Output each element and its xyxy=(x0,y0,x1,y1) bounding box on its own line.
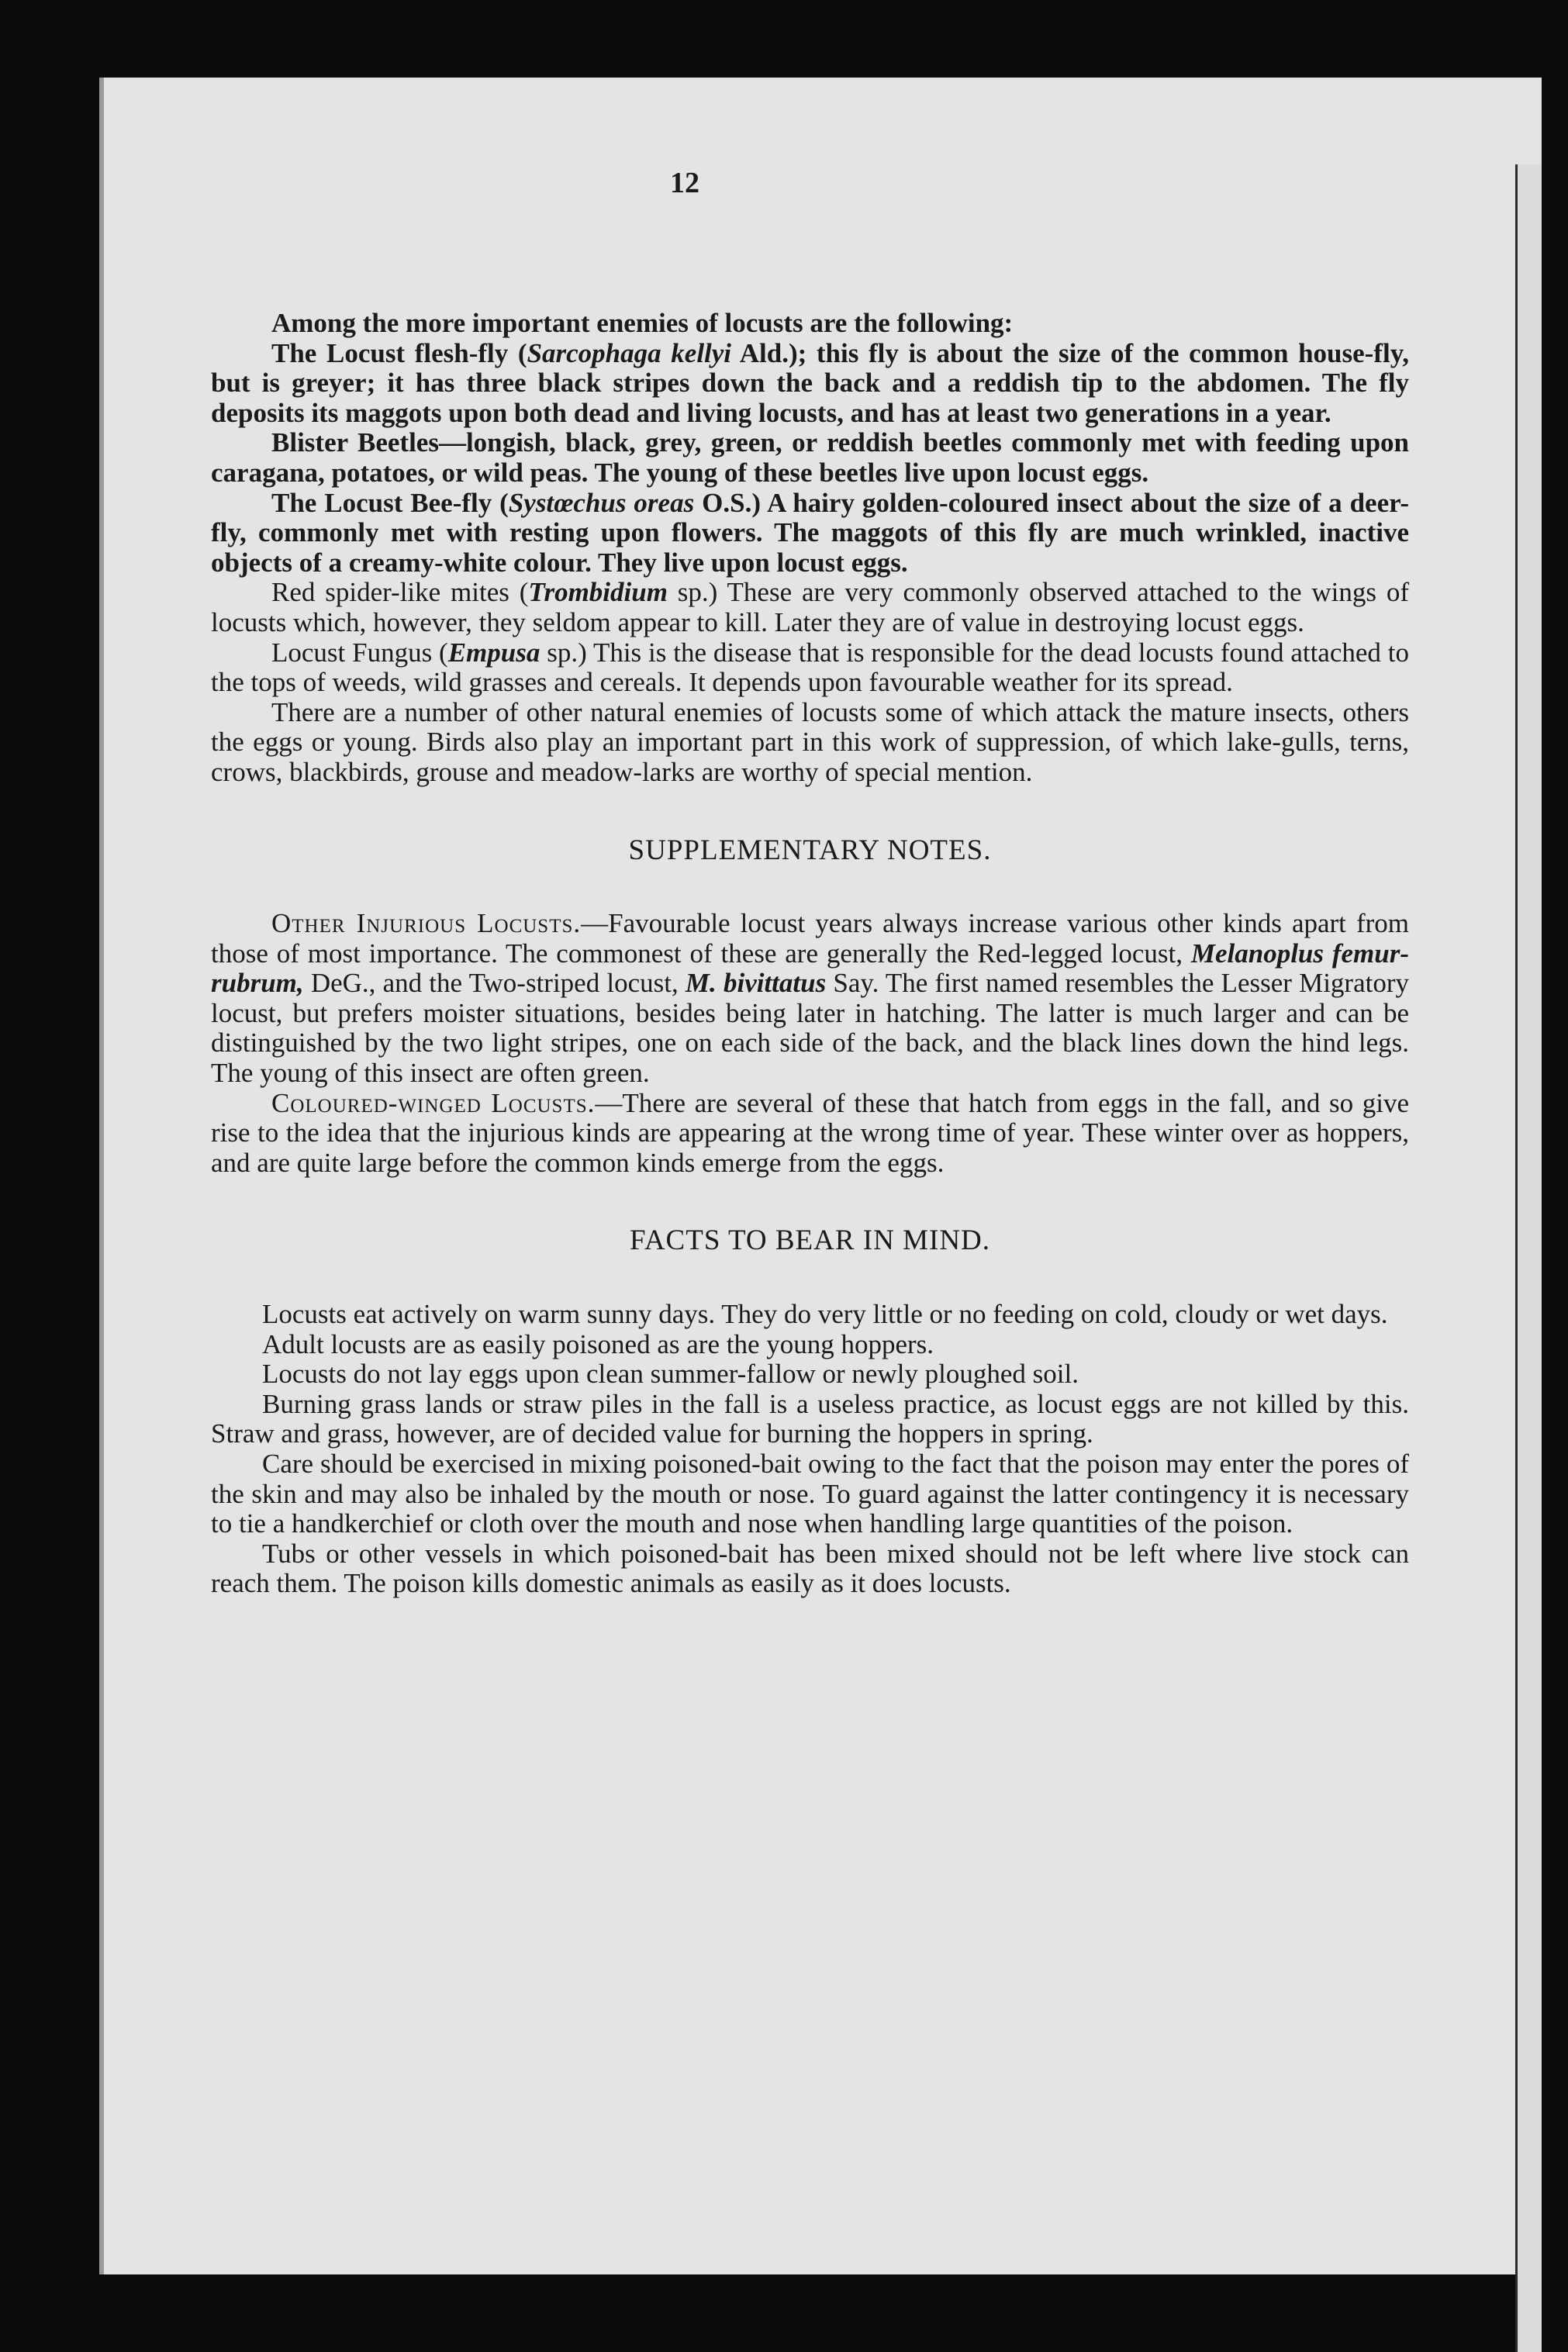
facing-page-edge xyxy=(1515,164,1542,2352)
paragraph-caption: Other Injurious Locusts. xyxy=(271,908,582,939)
enemy-paragraph xyxy=(211,638,1409,698)
enemies-section xyxy=(211,309,1409,788)
paragraph-text: DeG., and the Two-striped locust, xyxy=(303,968,686,999)
enemy-text: sp.) These are very commonly observed attached to the wings of locusts which, however, they seldom appear to kill. Later they are of value in destroying locust eggs. xyxy=(211,577,1409,637)
enemy-text: The Locust flesh-fly ( xyxy=(271,337,527,368)
page-body xyxy=(211,309,1409,1599)
page-number: 12 xyxy=(670,167,699,199)
fact-paragraph: Burning grass lands or straw piles in the fall is a useless practice, as locust eggs are not killed by this. Straw and grass, however, are of decided value for burning the hoppers in spring. xyxy=(211,1388,1409,1449)
facts-section xyxy=(211,1300,1409,1599)
paragraph-text: —There are several of these that hatch from eggs in the fall, and so give rise to the idea that the injurious kinds are appearing at the wrong time of year. These winter over as hoppers, and are quite large before the common kinds emerge from the eggs. xyxy=(211,1087,1410,1178)
species-name: M. bivittatus xyxy=(685,968,827,999)
enemies-closing: There are a number of other natural enemies of locusts some of which attack the mature insects, others the eggs or young. Birds also play an important part in this work of suppression, of which lake-gulls, terns, crows, blackbirds, grouse and meadow-larks are worthy of special mention. xyxy=(211,696,1409,787)
enemy-text: Red spider-like mites ( xyxy=(271,577,529,608)
enemy-text: Locust Fungus ( xyxy=(271,637,448,668)
enemy-paragraph xyxy=(211,339,1409,429)
enemies-intro: Among the more important enemies of locusts are the following: xyxy=(271,308,1014,338)
supplementary-heading: SUPPLEMENTARY NOTES. xyxy=(628,834,992,866)
species-name: Systœchus oreas xyxy=(508,487,695,518)
fact-paragraph: Adult locusts are as easily poisoned as are the young hoppers. xyxy=(262,1328,934,1359)
fact-paragraph: Locusts do not lay eggs upon clean summer-fallow or newly ploughed soil. xyxy=(262,1359,1079,1390)
enemy-text: O.S.) A hairy golden-coloured insect about the size of a deer-fly, commonly met with resting upon flowers. The maggots of this fly are much wrinkled, inactive objects of a creamy-white colour. They live upon locust eggs. xyxy=(211,487,1409,578)
species-name: Trombidium xyxy=(528,577,668,608)
paragraph-text: —Favourable locust years always increase various other kinds apart from those of most importance. The commonest of these are generally the Red-legged locust, xyxy=(211,908,1409,969)
enemy-text: sp.) This is the disease that is responsible for the dead locusts found attached to the tops of weeds, wild grasses and cereals. It depends upon favourable weather for its spread. xyxy=(211,637,1409,698)
supplementary-paragraph xyxy=(211,1089,1409,1179)
enemy-text: Blister Beetles—longish, black, grey, green, or reddish beetles commonly met with feeding upon caragana, potatoes, or wild peas. The young of these beetles live upon locust eggs. xyxy=(211,427,1409,488)
supplementary-paragraph xyxy=(211,909,1409,1089)
enemy-text: Ald.); this fly is about the size of the common house-fly, but is greyer; it has three black stripes down the back and a reddish tip to the abdomen. The fly deposits its maggots upon both dead and living locusts, and has at least two generations in a year. xyxy=(211,337,1410,428)
paragraph-caption: Coloured-winged Locusts. xyxy=(271,1087,596,1118)
paragraph-text: Say. The first named resembles the Lesser Migratory locust, but prefers moister situations, besides being later in hatching. The latter is much larger and can be distinguished by the two light stripes, one on each side of the back, and the black lines down the hind legs. The young of this insect are often green. xyxy=(211,968,1409,1089)
enemy-paragraph xyxy=(211,428,1409,488)
species-name: Empusa xyxy=(447,637,541,668)
facts-heading: FACTS TO BEAR IN MIND. xyxy=(629,1224,991,1257)
enemy-paragraph xyxy=(211,578,1409,637)
enemy-paragraph xyxy=(211,489,1409,579)
species-name: Melanoplus femur-rubrum, xyxy=(211,938,1409,999)
fact-paragraph: Tubs or other vessels in which poisoned-bait has been mixed should not be left where live stock can reach them. The poison kills domestic animals as easily as it does locusts. xyxy=(211,1538,1409,1599)
fact-paragraph: Locusts eat actively on warm sunny days. They do very little or no feeding on cold, cloudy or wet days. xyxy=(262,1299,1388,1330)
fact-paragraph: Care should be exercised in mixing poisoned-bait owing to the fact that the poison may enter the pores of the skin and may also be inhaled by the mouth or nose. To guard against the latter contingency it is necessary to tie a handkerchief or cloth over the mouth and nose when handling large quantities of the poison. xyxy=(211,1449,1409,1539)
species-name: Sarcophaga kellyi xyxy=(527,337,732,368)
enemy-text: The Locust Bee-fly ( xyxy=(271,487,509,518)
supplementary-section xyxy=(211,909,1409,1178)
